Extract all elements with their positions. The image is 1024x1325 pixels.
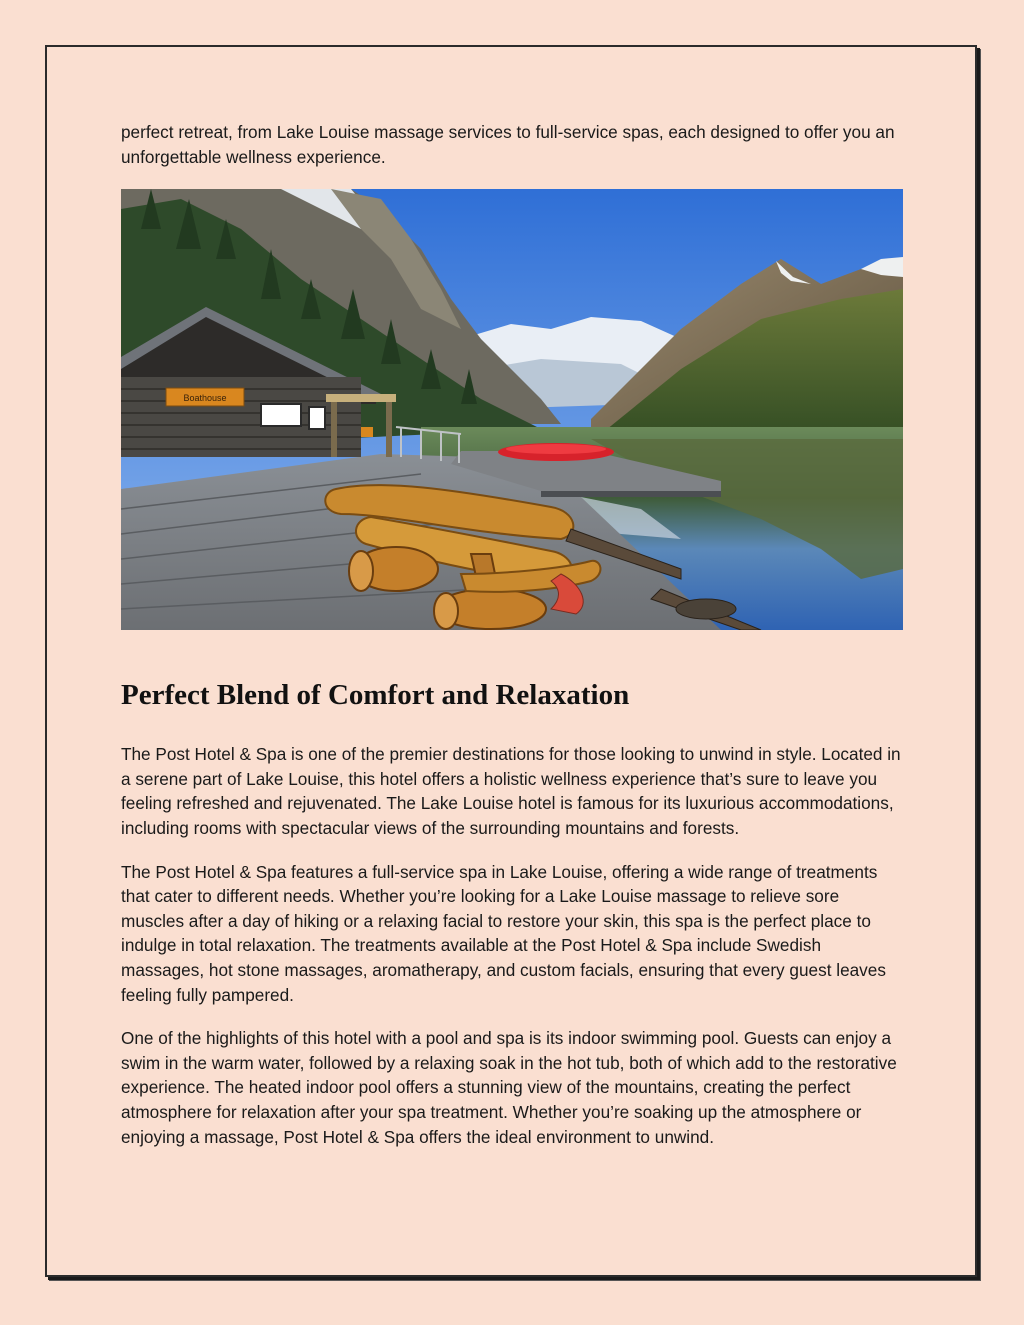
document-content: [121, 120, 903, 1168]
section-heading: Perfect Blend of Comfort and Relaxation: [121, 679, 630, 712]
intro-paragraph: perfect retreat, from Lake Louise massage services to full-service spas, each designed to offer you an unforgettable wellness experience.: [121, 122, 895, 167]
cabin-sign-text: Boathouse: [183, 393, 227, 404]
paragraph-3: One of the highlights of this hotel with a pool and spa is its indoor swimming pool. Guests can enjoy a swim in the warm water, followed by a relaxing soak in the hot tub, both of which add to the restorative experience. The heated indoor pool offers a stunning view of the mountains, creating the perfect atmosphere for relaxation after your spa treatment. Whether you’re soaking up the atmosphere or enjoying a massage, Post Hotel & Spa offers the ideal environment to unwind.: [121, 1028, 897, 1147]
lake-boathouse-photo: [121, 189, 903, 630]
paragraph-1: The Post Hotel & Spa is one of the premier destinations for those looking to unwind in style. Located in a serene part of Lake Louise, this hotel offers a holistic wellness experience that’s sure to leave you feeling refreshed and rejuvenated. The Lake Louise hotel is famous for its luxurious accommodations, including rooms with spectacular views of the surrounding mountains and forests.: [121, 744, 901, 838]
paragraph-2: The Post Hotel & Spa features a full-service spa in Lake Louise, offering a wide range of treatments that cater to different needs. Whether you’re looking for a Lake Louise massage to relieve sore muscles after a day of hiking or a relaxing facial to restore your skin, this spa is the perfect place to indulge in total relaxation. The treatments available at the Post Hotel & Spa include Swedish massages, hot stone massages, aromatherapy, and custom facials, ensuring that every guest leaves feeling fully pampered.: [121, 861, 886, 1005]
